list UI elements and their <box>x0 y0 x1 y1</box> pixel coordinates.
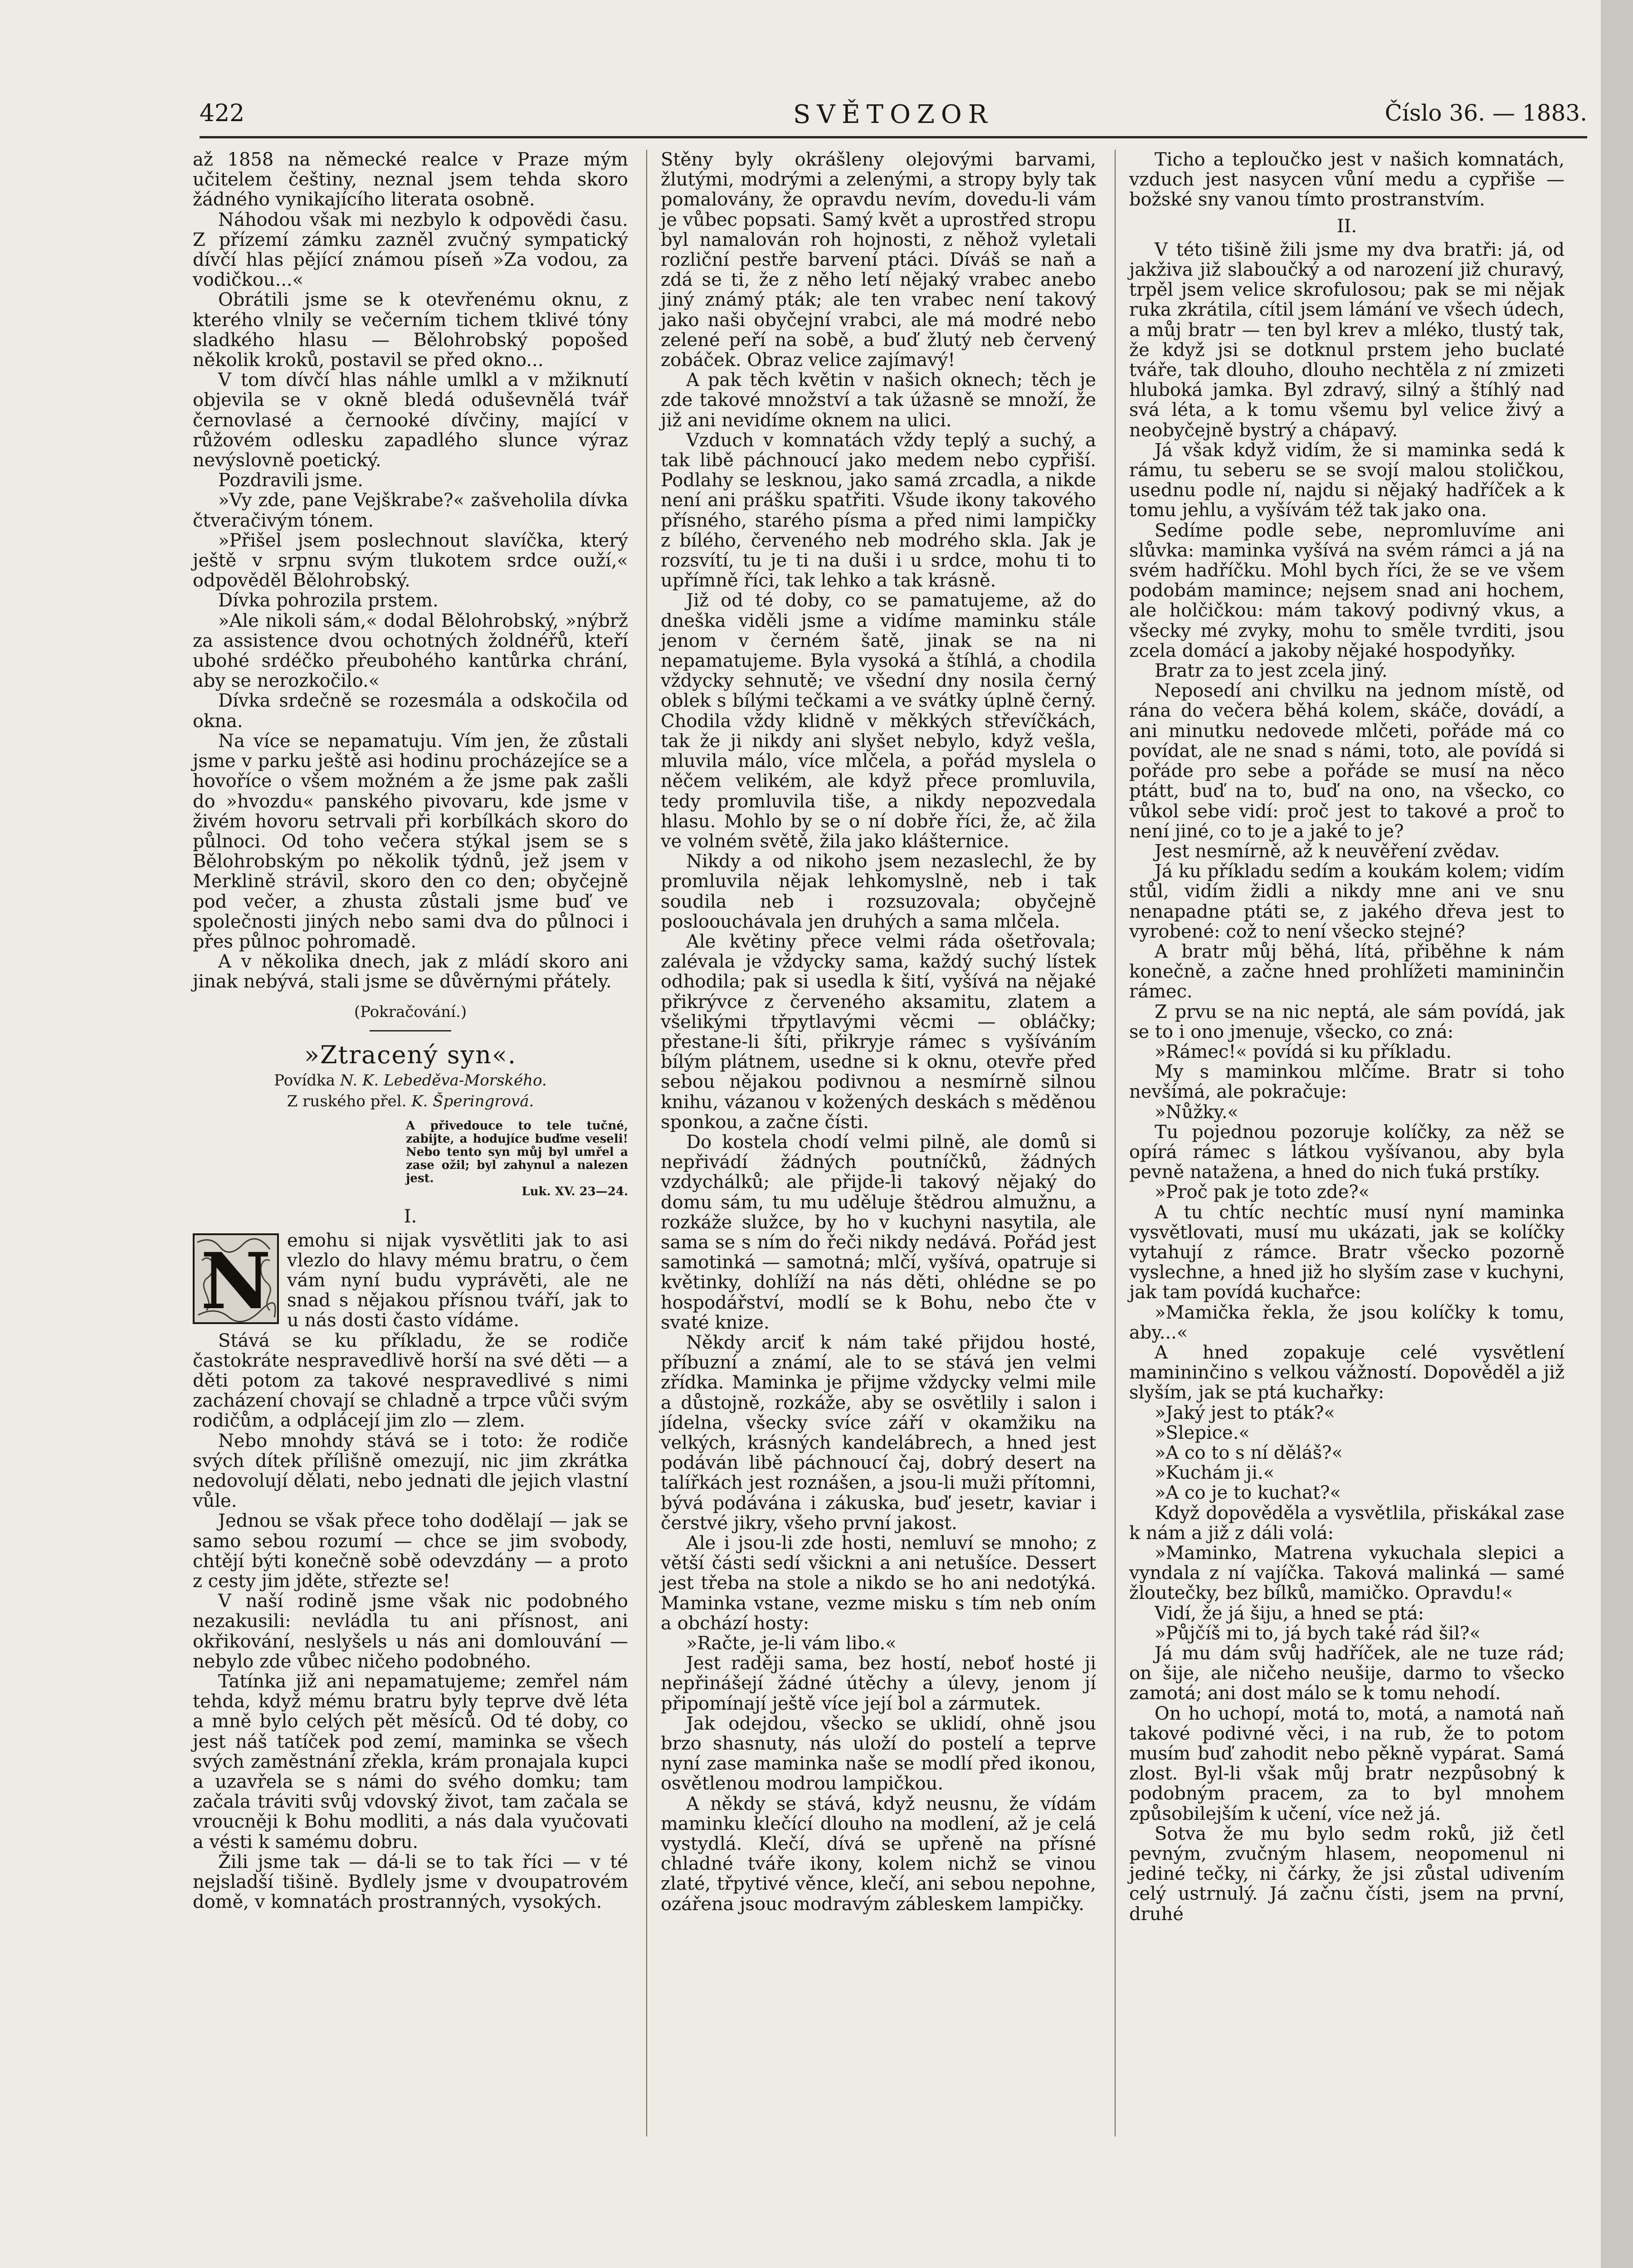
paragraph: Jest raději sama, bez hostí, neboť hosté ji nepřinášejí žádné útěchy a úlevy, jenom jí připomínají ještě více její bol a zármutek. <box>661 1653 1096 1714</box>
paragraph: Někdy arciť k nám také přijdou hosté, příbuzní a známí, ale to se stává jen velmi zřídka. Maminka je přijme vždycky velmi mile a důstojně, rozkáže, aby se osvětlily i salon i jídelna, všecky svíce září v okamžiku na velkých, krásných kandelábrech, a hned jest podáván libě páchnoucí čaj, dobrý desert na talířkách jest roznášen, a jsou-li muži přítomni, bývá podávána i zákuska, buď jesetr, kaviar i čerstvé jikry, všeho první jakost. <box>661 1332 1096 1534</box>
paragraph: »Slepice.« <box>1155 1422 1250 1443</box>
paragraph: »Račte, je-li vám libo.« <box>686 1633 897 1654</box>
paragraph: V této tišině žili jsme my dva bratři: já, od jakživa již slaboučký a od narození již churavý, trpěl jsem velice skrofulosou; pak se mi nějak ruka zkrátila, cítil jsem lámání ve všech údech, a můj bratr — ten byl krev a mléko, tlustý tak, že když jsi se dotknul prstem jeho buclaté tváře, tak dlouho, dlouho nechtěla z ní zmizeti hluboká jamka. Byl zdravý, silný a štíhlý nad svá léta, a k tomu všemu byl velice živý a neobyčejně bystrý a chápavý. <box>1129 239 1565 441</box>
paragraph: Já však když vidím, že si maminka sedá k rámu, tu seberu se se svojí malou stoličkou, usednu podle ní, najdu si nějaký hadříček a k tomu jehlu, a vyšívám též tak jako ona. <box>1129 440 1565 521</box>
paragraph: On ho uchopí, motá to, motá, a namotá naň takové podivné věci, i na rub, že to potom musím buď zahodit nebo pěkně vypárat. Samá zlost. Byl-li však můj bratr nezpůsobný k podobným pracem, za to byl mnohem způsobilejším k učení, více než já. <box>1129 1703 1565 1824</box>
paragraph: Žili jsme tak — dá-li se to tak říci — v té nejsladší tišině. Bydlely jsme v dvoupatrovém domě, v komnatách prostranných, vysokých. <box>193 1851 628 1913</box>
story-translation-credit <box>193 1091 628 1111</box>
paragraph: »Půjčíš mi to, já bych také rád šil?« <box>1155 1623 1481 1644</box>
epigraph-source: Luk. XV. 23—24. <box>522 1185 628 1199</box>
paragraph: Ticho a teploučko jest v našich komnatách, vzduch jest nasycen vůní medu a cypřiše — božské sny vanou tímto prostranstvím. <box>1129 149 1565 210</box>
paragraph: »Vy zde, pane Vejškrabe?« zašveholila dívka čtveračivým tónem. <box>193 490 628 531</box>
header-rule <box>200 136 1587 138</box>
paragraph: Z prvu se na nic neptá, ale sám povídá, jak se to i ono jmenuje, všecko, co zná: <box>1129 1001 1565 1042</box>
story-author: N. K. Lebeděva-Morského. <box>340 1071 547 1090</box>
paragraph: »Jaký jest to pták?« <box>1155 1402 1335 1423</box>
paragraph: Již od té doby, co se pamatujeme, až do dneška viděli jsme a vidíme maminku stále jenom v černém šatě, jinak se na ni nepamatujeme. Byla vysoká a štíhlá, a chodila vždycky sehnutě; ve všední dny nosila černý oblek s bílými tečkami a ve svátky úplně černý. Chodila vždy klidně v měkkých střevíčkách, tak že ji nikdy ani slyšet nebylo, když vešla, mluvila málo, více mlčela, a pořád myslela o něčem velikém, ale když přece promluvila, tedy promluvila tiše, a nikdy nepozvedala hlasu. Mohlo by se o ní dobře říci, že, ač žila ve volném světě, žila jako klášternice. <box>661 590 1096 852</box>
paragraph: My s maminkou mlčíme. Bratr si toho nevšímá, ale pokračuje: <box>1129 1061 1565 1103</box>
paragraph: Náhodou však mi nezbylo k odpovědi času. Z přízemí zámku zazněl zvučný sympatický dívčí hlas pějící známou píseň »Za vodou, za vodičkou...« <box>193 209 628 291</box>
paragraph: Ale květiny přece velmi ráda ošetřovala; zalévala je vždycky sama, každý suchý lístek odhodila; pak si usedla k šití, vyšívá na nějaké přikrývce z červeného aksamitu, zlatem a všelikými třpytlavými věcmi — obláčky; přestane-li šíti, přikryje rámec s vyšíváním bílým plátnem, usedne si k oknu, otevře před sebou nějakou podivnou a nesmírně silnou knihu, vázanou v kožených deskách s měděnou sponkou, a začne čísti. <box>661 931 1096 1133</box>
paragraph: A tu chtíc nechtíc musí nyní maminka vysvětlovati, musí mu ukázati, jak se kolíčky vytahují z rámce. Bratr všecko pozorně vyslechne, a hned již ho slyším zase v kuchyni, jak tam povídá kuchařce: <box>1129 1202 1565 1303</box>
drop-cap-illustration <box>193 1233 279 1324</box>
scan-edge <box>1601 0 1633 2268</box>
paragraph: V naší rodině jsme však nic podobného nezakusili: nevládla tu ani přísnost, ani okřikování, neslyšels u nás ani domlouvání — nebylo zde vůbec ničeho podobného. <box>193 1591 628 1672</box>
story-epigraph <box>406 1119 628 1198</box>
column-1 <box>193 150 628 1912</box>
paragraph: Nebo mnohdy stává se i toto: že rodiče svých dítek přílišně omezují, nic jim zkrátka nedovolují dělati, nebo jednati dle jejich vlastní vůle. <box>193 1430 628 1512</box>
paragraph: Vidí, že já šiju, a hned se ptá: <box>1155 1603 1424 1624</box>
paragraph: A v několika dnech, jak z mládí skoro ani jinak nebývá, stali jsme se důvěrnými přátely. <box>193 951 628 992</box>
paragraph: »A co to s ní děláš?« <box>1155 1442 1343 1463</box>
paragraph: V tom dívčí hlas náhle umlkl a v mžiknutí objevila se v okně bledá oduševnělá tvář černovlasé a černooké dívčiny, mající v růžovém odlesku zapadlého slunce výraz nevýslovně poetický. <box>193 370 628 471</box>
paragraph: »Rámec!« povídá si ku příkladu. <box>1155 1041 1452 1062</box>
paragraph: »Přišel jsem poslechnout slavíčka, který ještě v srpnu svým tlukotem srdce ouží,« odpověděl Bělohrobský. <box>193 530 628 591</box>
paragraph: Dívka pohrozila prstem. <box>218 590 439 611</box>
paragraph: Tatínka již ani nepamatujeme; zemřel nám tehda, když mému bratru byly teprve dvě léta a mně bylo celých pět měsíců. Od té doby, co jest náš tatíček pod zemí, maminka se všech svých zaměstnání zřekla, krám pronajala kupci a uzavřela se s námi do svého domku; tam začala tráviti svůj vdovský život, tam začala se vroucněji k Bohu modliti, a nás dala vyučovati a vésti k samému dobru. <box>193 1671 628 1853</box>
paragraph: Stěny byly okrášleny olejovými barvami, žlutými, modrými a zelenými, a stropy byly tak pomalovány, že opravdu nevím, dovedu-li vám je vůbec popsati. Samý květ a uprostřed stropu byl namalován roh hojnosti, z něhož vyletali rozliční pestře barvení ptáci. Díváš se naň a zdá se ti, že z něho letí nějaký vrabec anebo jiný známý pták; ale ten vrabec není takový jako naši obyčejní vrabci, ale má modré nebo zelené peří na sobě, a buď žlutý neb červený zobáček. Obraz velice zajímavý! <box>661 149 1096 371</box>
section-rule <box>370 1030 451 1031</box>
paragraph: A hned zopakuje celé vysvětlení mamininčino s velkou vážností. Dopověděl a již slyším, jak se ptá kuchařky: <box>1129 1342 1565 1403</box>
column-2 <box>661 150 1096 1914</box>
paragraph: Já ku příkladu sedím a koukám kolem; vidím stůl, vidím židli a nikdy mne ani ve snu nenapadne ptáti se, z jakého dřeva jest to vyrobené: což to není všecko stejné? <box>1129 861 1565 942</box>
column-3 <box>1129 150 1565 1924</box>
paragraph: Bratr za to jest zcela jiný. <box>1155 660 1388 682</box>
paragraph: Tu pojednou pozoruje kolíčky, za něž se opírá rámec s látkou vyšívanou, aby byla pevně natažena, a hned do nich ťuká prstíky. <box>1129 1121 1565 1183</box>
paragraph: až 1858 na německé realce v Praze mým učitelem češtiny, neznal jsem tehda skoro žádného vynikajícího literata osobně. <box>193 149 628 210</box>
issue-number: Číslo 36. — 1883. <box>1384 100 1587 126</box>
paragraph <box>193 1231 628 1331</box>
page-header <box>200 100 1587 136</box>
paragraph: A někdy se stává, když neusnu, že vídám maminku klečící dlouho na modlení, až je celá vystydlá. Klečí, dívá se upřeně na přísné chladné tváře ikony, kolem nichž se vinou zlaté, třpytivé věnce, klečí, ani sebou nepohne, ozářena jsouc modravým zábleskem lampičky. <box>661 1793 1096 1915</box>
paragraph: Obrátili jsme se k otevřenému oknu, z kterého vlnily se večerním tichem tklivé tóny sladkého hlasu — Bělohrobský popošed několik kroků, postavil se před okno... <box>193 289 628 371</box>
section-number: I. <box>404 1206 417 1227</box>
paragraph: »A co je to kuchat?« <box>1155 1482 1341 1504</box>
column-separator <box>1115 150 1116 2136</box>
paragraph: Jak odejdou, všecko se uklidí, ohně jsou brzo shasnuty, nás uloží do postelí a teprve nyní zase maminka naše se modlí před ikonou, osvětlenou modrou lampičkou. <box>661 1713 1096 1794</box>
story-title: »Ztracený syn«. <box>304 1040 517 1069</box>
paragraph: »Kuchám ji.« <box>1155 1462 1275 1484</box>
paragraph: Nikdy a od nikoho jsem nezaslechl, že by promluvila nějak lehkomyslně, neb i tak soudila neb i rozsuzovala; obyčejně posloouchávala jen druhých a sama mlčela. <box>661 851 1096 932</box>
story-translator: K. Šperingrová. <box>411 1092 534 1111</box>
paragraph: A pak těch květin v našich oknech; těch je zde takové množství a tak úžasně se množí, že již ani nevidíme oknem na ulici. <box>661 370 1096 431</box>
story-byline <box>193 1070 628 1090</box>
paragraph: Já mu dám svůj hadříček, ale ne tuze rád; on šije, ale ničeho neušije, darmo to všecko zamotá; ani dost málo se k tomu nehodí. <box>1129 1643 1565 1704</box>
continuation-note: (Pokračování.) <box>354 1002 467 1021</box>
paragraph: »Ale nikoli sám,« dodal Bělohrobský, »nýbrž za assistence dvou ochotných žoldnéřů, kteří ubohé srdéčko přeubohého kantůrka chrání, aby se nerozkočilo.« <box>193 610 628 692</box>
paragraph: Neposedí ani chvilku na jednom místě, od rána do večera běhá kolem, skáče, dovádí, a ani minutku nedovede mlčeti, pořáde má co povídat, ale ne snad s námi, toto, ale povídá si pořáde pro sebe a pořáde se musí na něco ptátt, buď na to, buď na ono, na všecko, co vůkol sebe vidí: proč jest to takové a proč to není jiné, co to je a jaké to je? <box>1129 680 1565 842</box>
page-number: 422 <box>200 100 245 127</box>
drop-cap-letter: N <box>200 1236 271 1324</box>
paragraph: Vzduch v komnatách vždy teplý a suchý, a tak libě páchnoucí jako medem nebo cypřiší. Podlahy se lesknou, jako samá zrcadla, a nikde není ani prášku spatřiti. Všude ikony takového přísného, starého písma a před nimi lampičky z bílého, červeného neb modrého skla. Jak je rozsvítí, tu je ti na duši i u srdce, mohu ti to upřímně říci, tak lehko a tak krásně. <box>661 430 1096 591</box>
paragraph: Když dopověděla a vysvětlila, přiskákal zase k nám a již z dáli volá: <box>1129 1502 1565 1544</box>
paragraph: »Proč pak je toto zde?« <box>1155 1182 1370 1203</box>
column-separator <box>646 150 647 2136</box>
paragraph: Sotva že mu bylo sedm roků, již četl pevným, zvučným hlasem, neopomenul ni jediné tečky, ni čárky, že jsi zůstal udivením celý ustrnulý. Já začnu čísti, jsem na první, druhé <box>1129 1823 1565 1925</box>
paragraph: A bratr můj běhá, lítá, přiběhne k nám konečně, a začne hned prohlížeti mamininčin rámec. <box>1129 941 1565 1002</box>
paragraph: Pozdravili jsme. <box>218 470 363 491</box>
masthead: SVĚTOZOR <box>793 100 994 129</box>
paragraph-text: emohu si nijak vysvětliti jak to asi vlezlo do hlavy mému bratru, o čem vám nyní budu vyprávěti, ale ne snad s nějakou přísnou tváří, jak to u nás dosti často vídáme. <box>287 1230 628 1331</box>
paragraph: Stává se ku příkladu, že se rodiče častokráte nespravedlivě horší na své děti — a děti potom za takové nespravedlivé s nimi zacházení chovají se chladně a trpce vůči svým rodičům, a odplácejí jim zlo — zlem. <box>193 1330 628 1432</box>
paragraph: Ale i jsou-li zde hosti, nemluví se mnoho; z větší části sedí všickni a ani netušíce. Dessert jest třeba na stole a nikdo se ho ani nedotýká. Maminka vstane, vezme misku s tím neb oním a obchází hosty: <box>661 1533 1096 1634</box>
paragraph: Dívka srdečně se rozesmála a odskočila od okna. <box>193 690 628 732</box>
paragraph: »Nůžky.« <box>1155 1101 1239 1123</box>
paragraph: Sedíme podle sebe, nepromluvíme ani slůvka: maminka vyšívá na svém rámci a já na svém hadříčku. Mohl bych říci, že se ve všem podobám mamince; nejsem snad ani hochem, ale holčičkou: mám takový podivný vkus, a všecky mé zvyky, mohu to směle tvrditi, jsou zcela domácí a jakoby nějaké hospodyňky. <box>1129 520 1565 661</box>
paragraph: Do kostela chodí velmi pilně, ale domů si nepřivádí žádných poutníčků, žádných vzdychálků; ale přijde-li takový nějaký do domu sám, tu mu uděluje štědrou almužnu, a rozkáže služce, by ho v kuchyni nasytila, ale sama se s ním do řeči nikdy nedává. Pořád jest samotinká — samotná; mlčí, vyšívá, opatruje si květinky, dohlíží na nás děti, ohlédne se po hospodářství, modlí se k Bohu, nebo čte v svaté knize. <box>661 1131 1096 1333</box>
section-number: II. <box>1336 215 1357 237</box>
paragraph: Jest nesmírně, až k neuvěření zvědav. <box>1155 841 1500 862</box>
epigraph-text: A přivedouce to tele tučné, zabijte, a hodujíce buďme veseli! Nebo tento syn můj byl umřel a zase ožil; byl zahynul a nalezen jest. <box>406 1119 628 1186</box>
byline-prefix: Povídka <box>274 1071 335 1090</box>
paragraph: »Mamička řekla, že jsou kolíčky k tomu, aby...« <box>1129 1302 1565 1343</box>
paragraph: Na více se nepamatuju. Vím jen, že zůstali jsme v parku ještě asi hodinu procházejíce se a hovoříce o všem možném a že jsme pak zašli do »hvozdu« panského pivovaru, kde jsme v živém hovoru setrvali při korbílkách skoro do půlnoci. Od toho večera stýkal jsem se s Bělohrobským po několik týdnů, jež jsem v Merklině strávil, skoro den co den; obyčejně pod večer, a zhusta zůstali jsme buď ve společnosti jiných nebo sami dva do půlnoci i přes půlnoc pohromadě. <box>193 730 628 952</box>
paragraph: »Maminko, Matrena vykuchala slepici a vyndala z ní vajíčka. Taková malinká — samé žloutečky, bez bílků, mamičko. Opravdu!« <box>1129 1543 1565 1604</box>
paragraph: Jednou se však přece toho dodělají — jak se samo sebou rozumí — chce se jim svobody, chtějí býti konečně sobě odevzdány — a proto z cesty jim jděte, střezte se! <box>193 1510 628 1592</box>
translation-prefix: Z ruského přel. <box>287 1092 407 1111</box>
